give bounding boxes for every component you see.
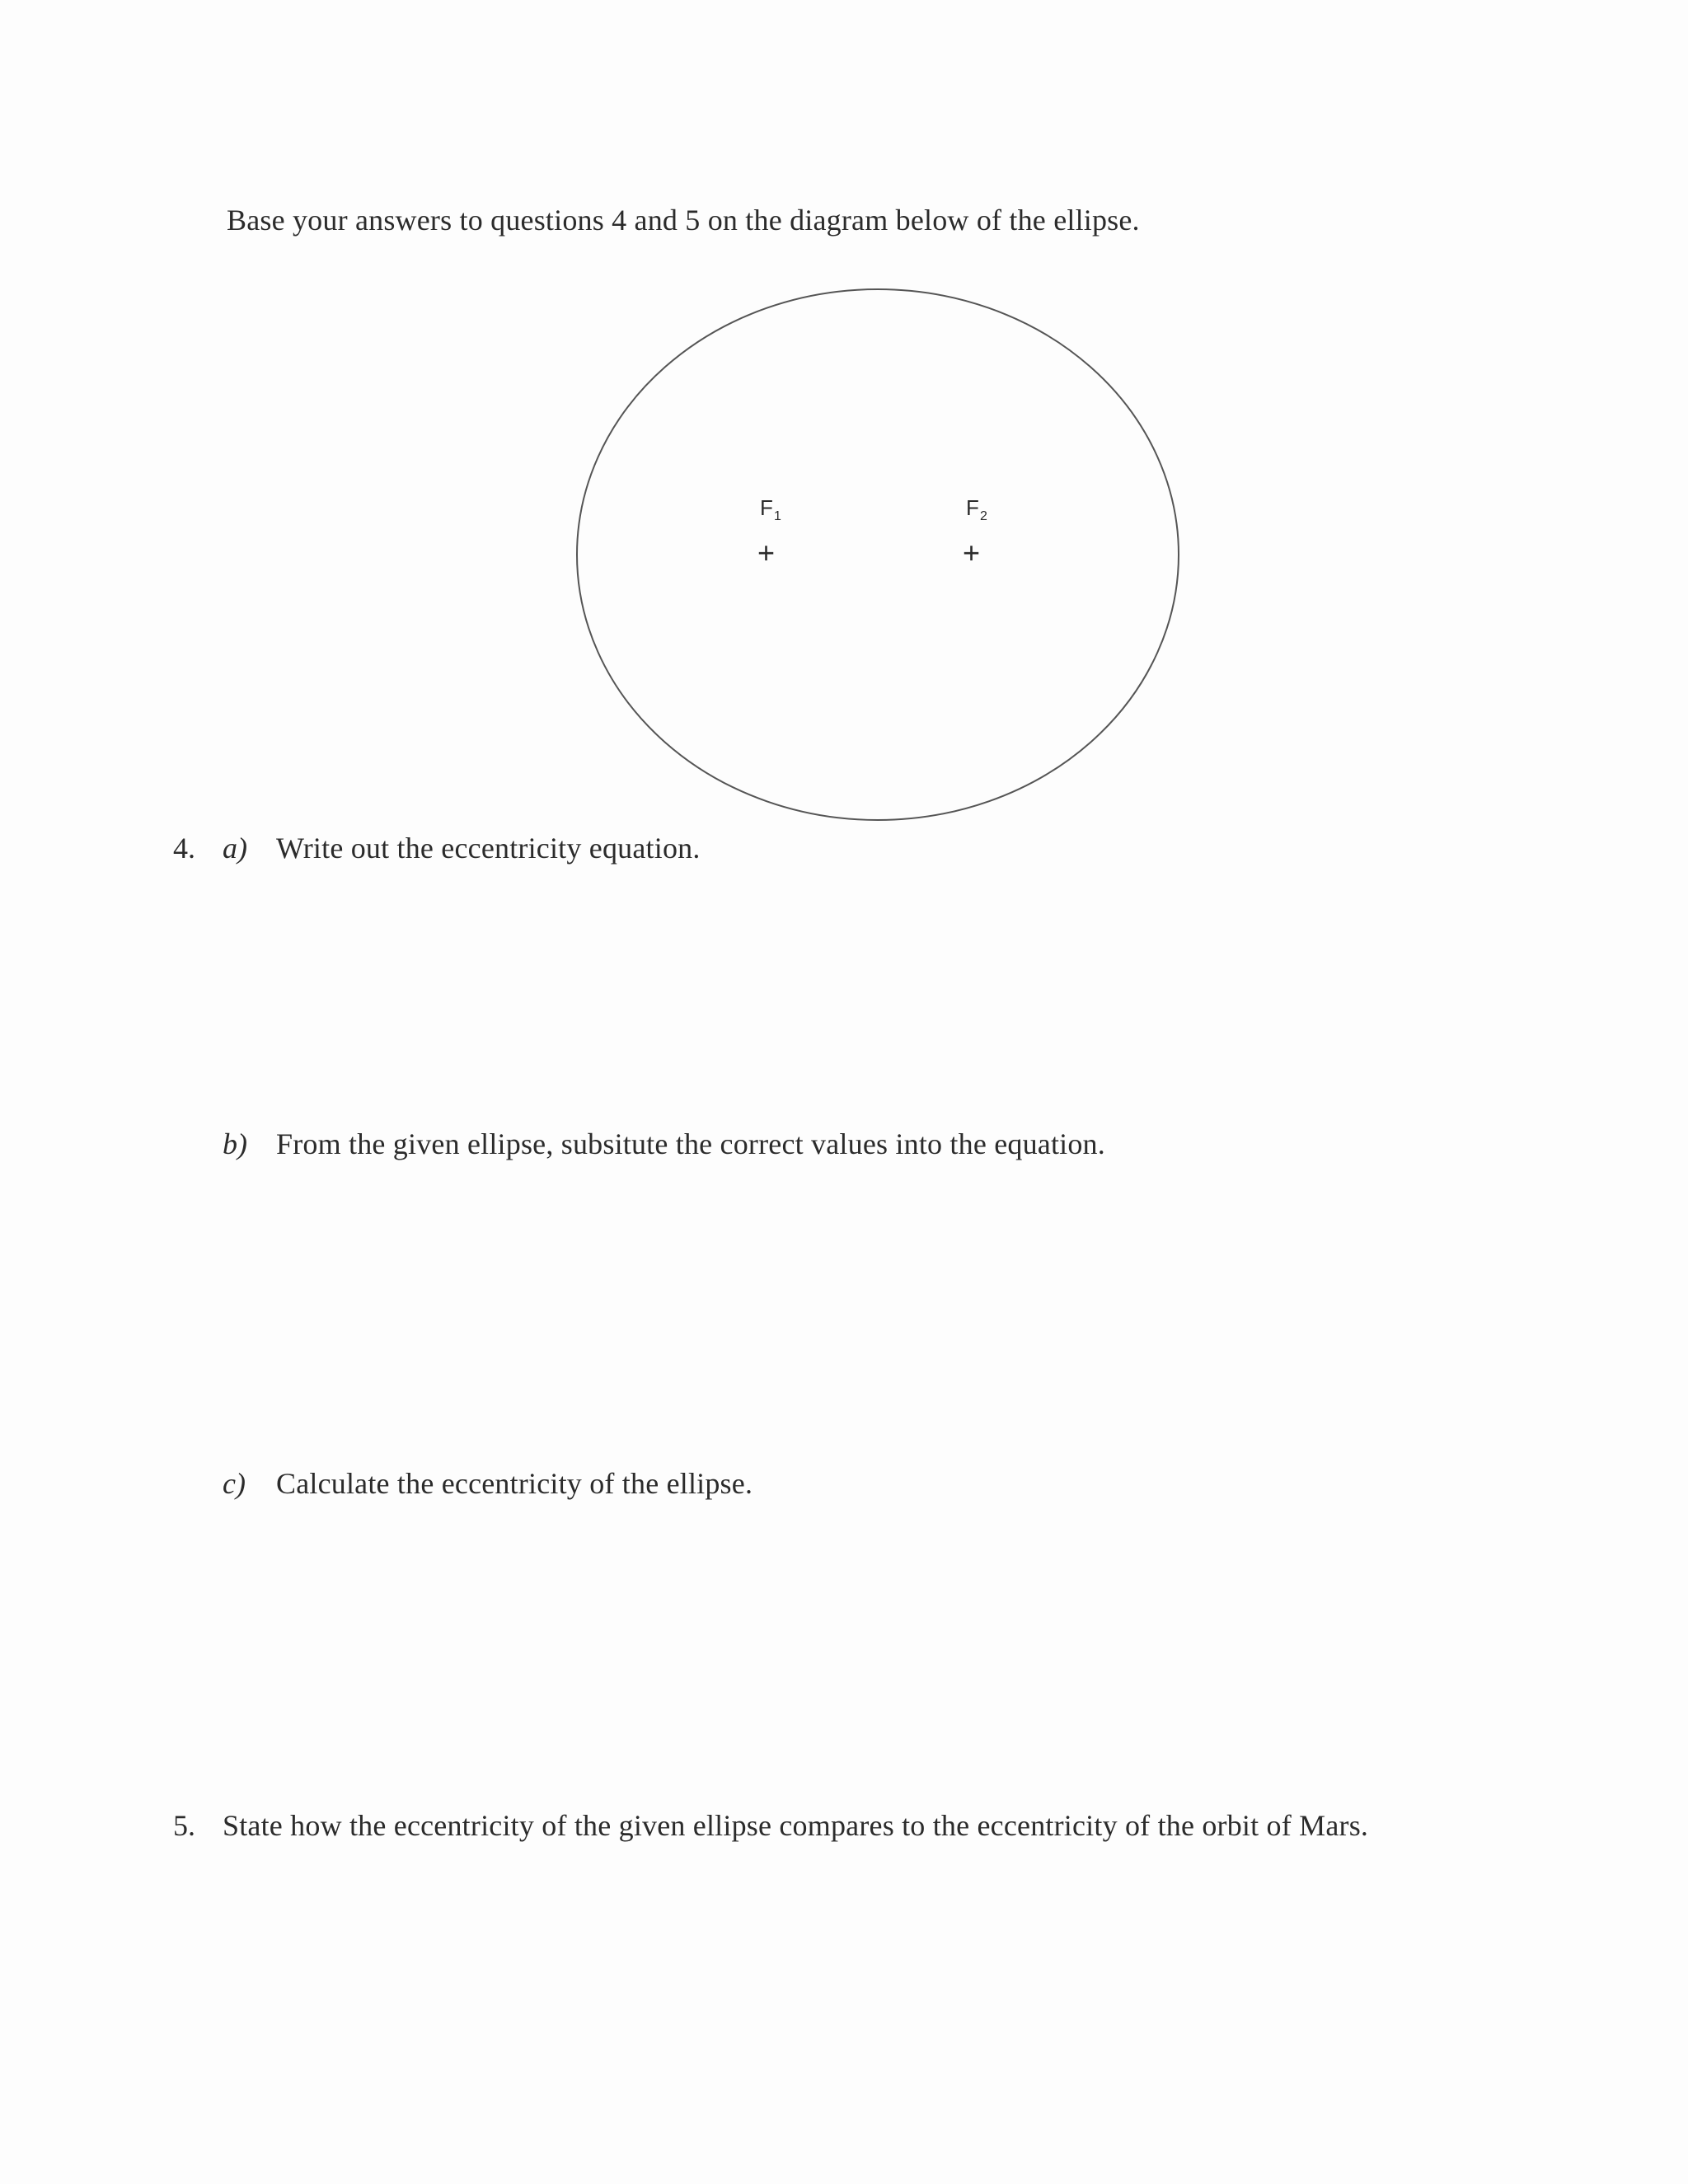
focus-2-label: F xyxy=(966,495,979,520)
question-4b-label: b) xyxy=(223,1127,247,1160)
focus-2-subscript: 2 xyxy=(980,509,987,523)
question-5-number: 5. xyxy=(173,1809,195,1842)
question-4b-text: From the given ellipse, subsitute the correct values into the equation. xyxy=(276,1127,1105,1160)
intro-instruction: Base your answers to questions 4 and 5 on the diagram below of the ellipse. xyxy=(227,204,1140,237)
ellipse-diagram xyxy=(569,276,1187,832)
focus-1 xyxy=(757,495,781,569)
ellipse-outline xyxy=(577,289,1179,820)
question-4c-text: Calculate the eccentricity of the ellipse. xyxy=(276,1467,753,1500)
question-4c-label: c) xyxy=(223,1467,246,1500)
question-4a-label: a) xyxy=(223,832,247,865)
focus-1-label: F xyxy=(760,495,773,520)
question-5-text: State how the eccentricity of the given ellipse compares to the eccentricity of the orbit of Mars. xyxy=(223,1809,1369,1842)
focus-2-marker: + xyxy=(963,536,981,569)
question-4a-text: Write out the eccentricity equation. xyxy=(276,832,701,865)
focus-1-subscript: 1 xyxy=(774,509,781,523)
question-4-number: 4. xyxy=(173,832,195,865)
focus-2 xyxy=(963,495,987,569)
focus-1-marker: + xyxy=(757,536,776,569)
